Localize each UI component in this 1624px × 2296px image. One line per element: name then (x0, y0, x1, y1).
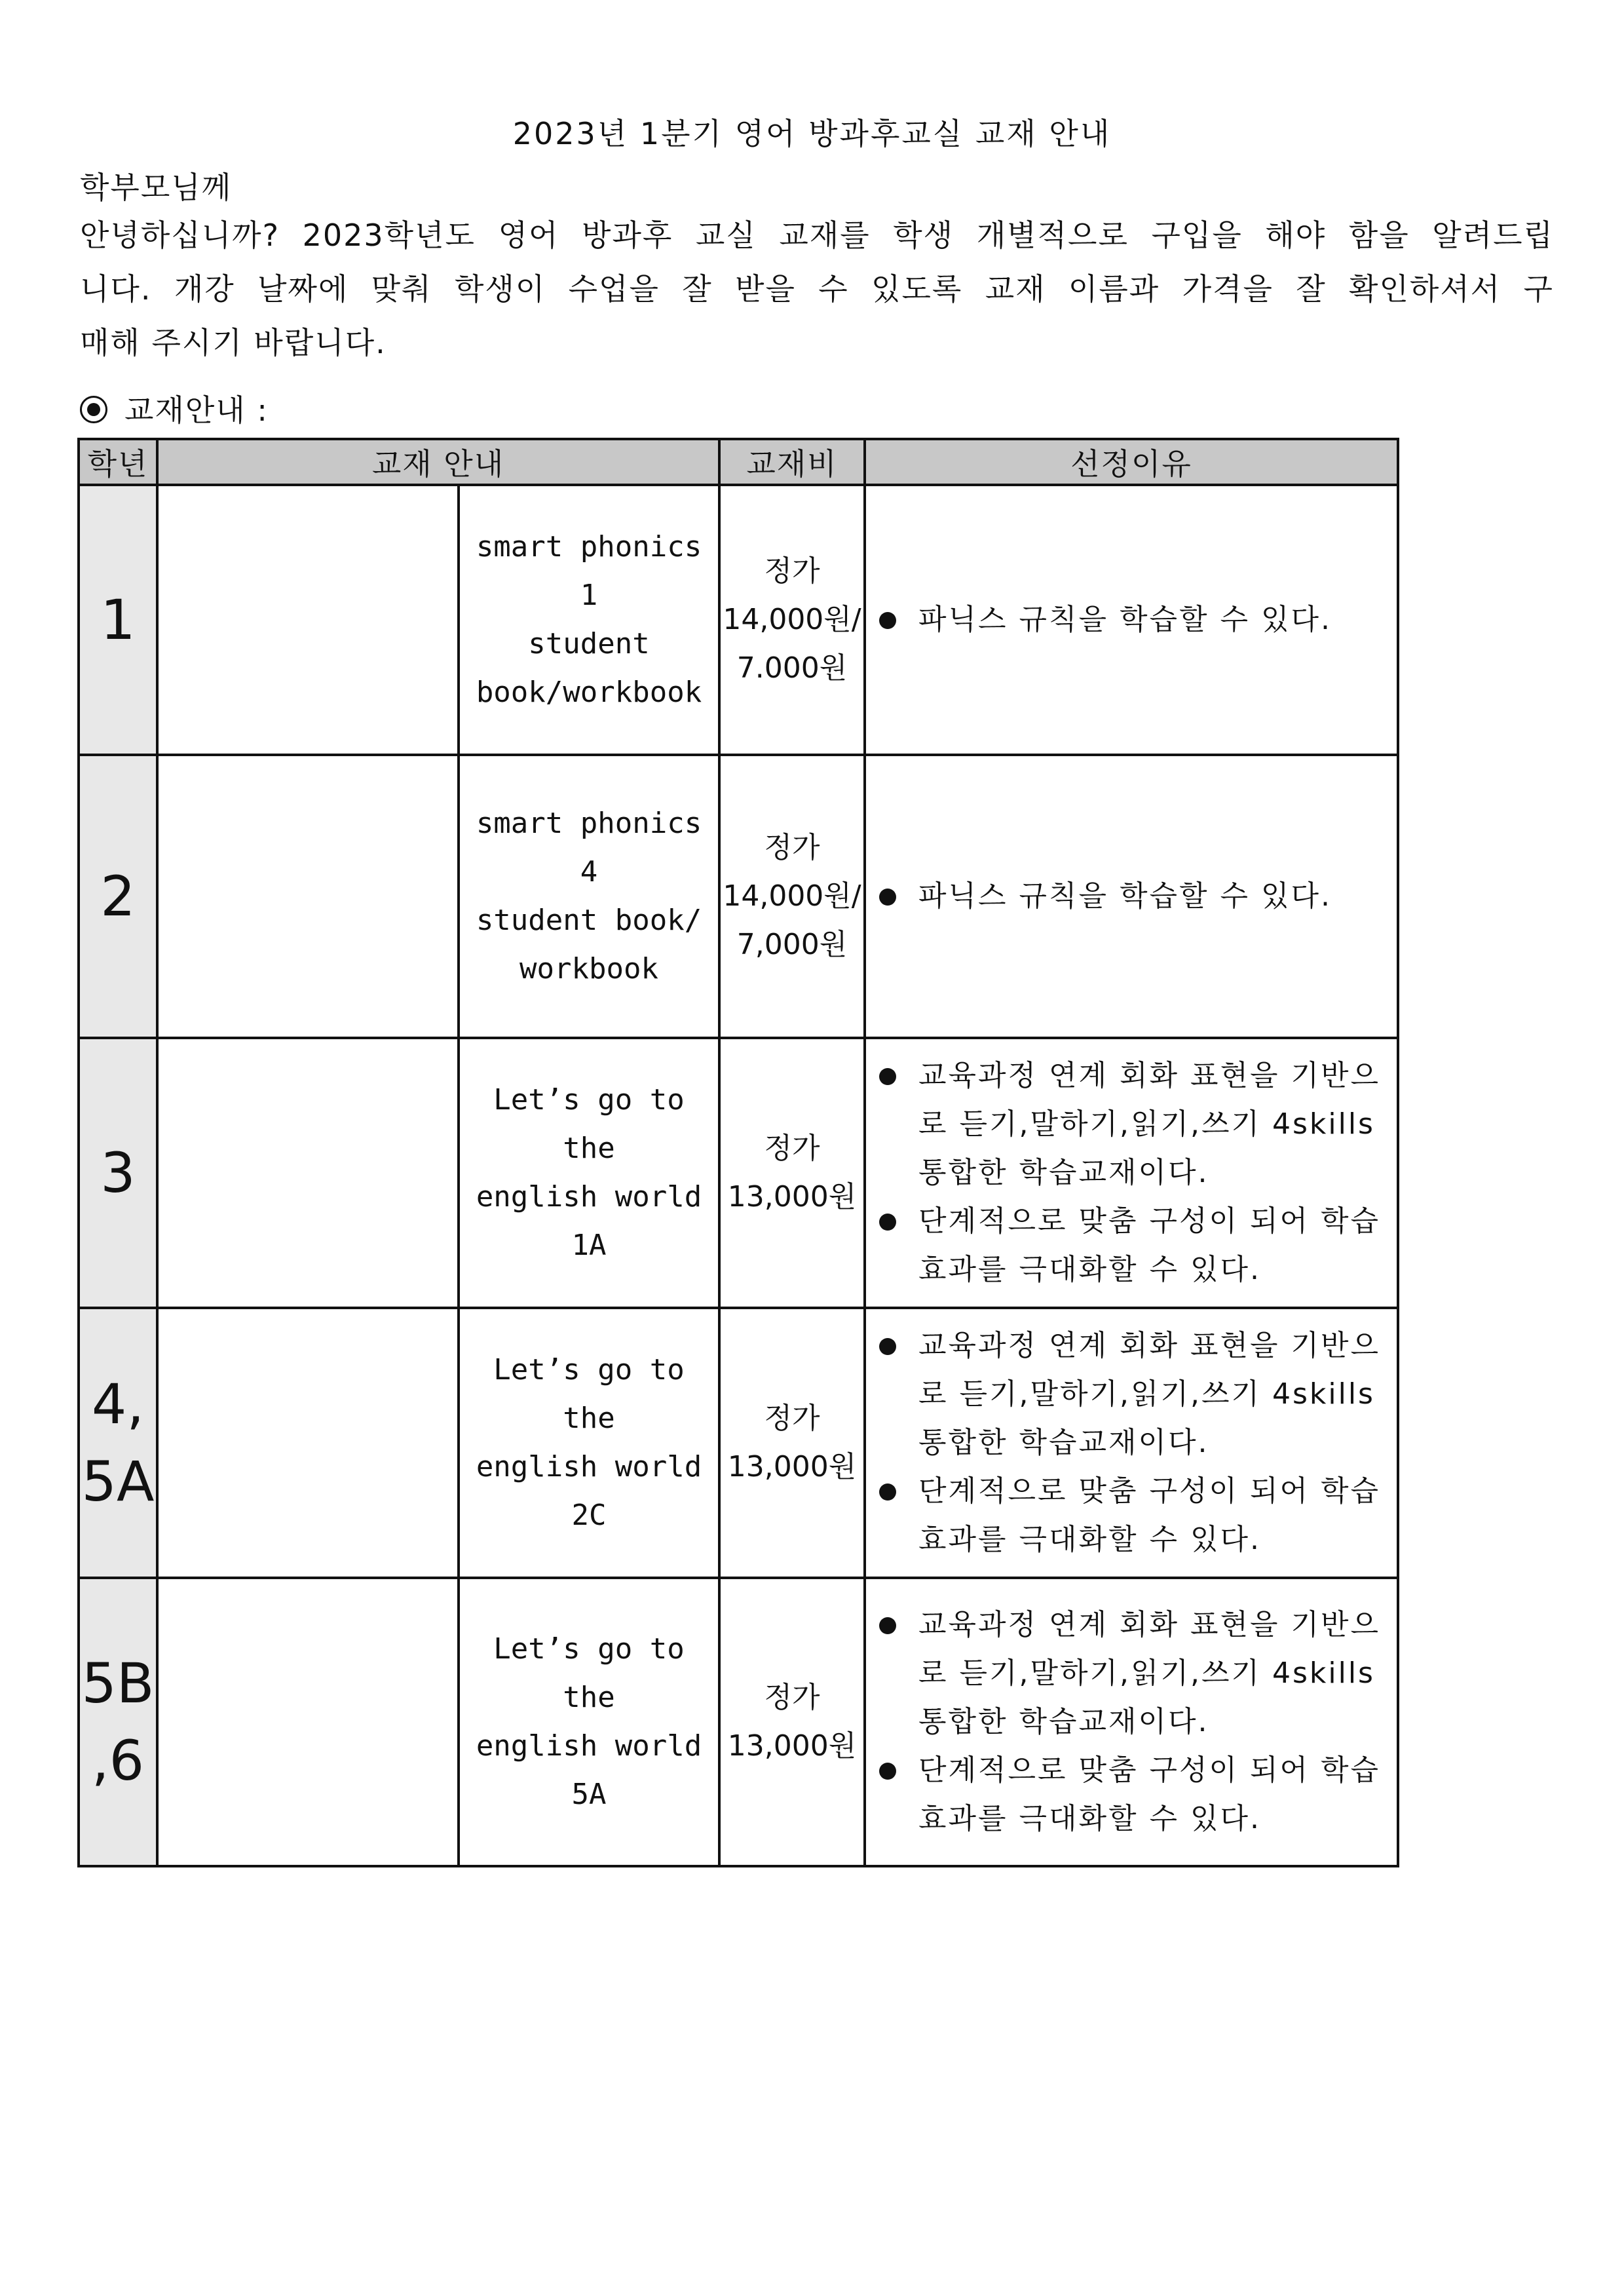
book-name-cell (459, 485, 719, 755)
grade-text: 1 (100, 588, 136, 652)
reason-item: 단계적으로 맞춤 구성이 되어 학습효과를 극대화할 수 있다. (873, 1467, 1390, 1564)
reason-item: 교육과정 연계 회화 표현을 기반으로 듣기,말하기,읽기,쓰기 4skills 통합한 학습교재이다. (873, 1322, 1390, 1467)
table-row (79, 1038, 1398, 1308)
intro-line: 안녕하십니까? 2023학년도 영어 방과후 교실 교재를 학생 개별적으로 구입을 해야 함을 알려드립 (80, 218, 1554, 253)
section-label-text: 교재안내 : (124, 392, 269, 428)
grade-text: 3 (100, 1141, 136, 1205)
book-name-line: book/workbook (476, 676, 702, 709)
grade-text: 5A (81, 1449, 155, 1514)
reason-item: 파닉스 규칙을 학습할 수 있다. (873, 872, 1390, 921)
reason-item: 파닉스 규칙을 학습할 수 있다. (873, 596, 1390, 644)
reason-cell (865, 1578, 1398, 1866)
price-line: 14,000원/ (723, 879, 861, 913)
price-line: 13,000원 (727, 1450, 857, 1483)
book-name-line: student (528, 627, 650, 660)
book-name-line: smart phonics 4 (476, 807, 702, 889)
radio-bullet-icon (80, 396, 107, 423)
cover-cell (157, 755, 459, 1038)
reason-list (866, 1052, 1397, 1294)
book-name-cell (459, 1038, 719, 1308)
price-line: 7.000원 (736, 651, 848, 685)
grade-cell (79, 1308, 157, 1578)
reason-list (866, 872, 1397, 921)
reason-list (866, 1601, 1397, 1843)
greeting: 학부모님께 (80, 170, 233, 205)
price-line: 정가 (764, 1132, 820, 1165)
book-name-line: smart phonics 1 (476, 530, 702, 612)
book-name-line: english world 5A (476, 1729, 702, 1811)
book-name-line: english world 1A (476, 1180, 702, 1262)
book-name-line: Let’s go to the (493, 1083, 685, 1165)
intro-line: 매해 주시기 바랍니다. (80, 325, 387, 360)
book-name-cell (459, 1578, 719, 1866)
table-row (79, 485, 1398, 755)
header-price: 교재비 (719, 439, 865, 485)
price-line: 정가 (764, 1402, 820, 1435)
price-line: 정가 (764, 831, 820, 864)
price-cell (719, 1578, 865, 1866)
book-name-line: english world 2C (476, 1450, 702, 1532)
price-line: 13,000원 (727, 1180, 857, 1214)
price-line: 14,000원/ (723, 603, 861, 636)
cover-cell (157, 485, 459, 755)
reason-cell (865, 755, 1398, 1038)
cover-cell (157, 1578, 459, 1866)
reason-cell (865, 485, 1398, 755)
table-row (79, 1578, 1398, 1866)
price-line: 정가 (764, 554, 820, 588)
book-name-cell (459, 755, 719, 1038)
price-line: 7,000원 (736, 928, 848, 961)
reason-list (866, 1322, 1397, 1564)
grade-text: 4, (91, 1372, 145, 1436)
price-cell (719, 1308, 865, 1578)
document-title: 2023년 1분기 영어 방과후교실 교재 안내 (512, 116, 1112, 151)
grade-cell (79, 1038, 157, 1308)
intro-paragraph (80, 208, 1554, 370)
reason-cell (865, 1038, 1398, 1308)
reason-item: 단계적으로 맞춤 구성이 되어 학습효과를 극대화할 수 있다. (873, 1746, 1390, 1843)
table-header-row (79, 439, 1398, 485)
header-reason: 선정이유 (865, 439, 1398, 485)
price-cell (719, 755, 865, 1038)
grade-cell (79, 485, 157, 755)
book-name-line: workbook (519, 952, 658, 985)
reason-item: 교육과정 연계 회화 표현을 기반으로 듣기,말하기,읽기,쓰기 4skills 통합한 학습교재이다. (873, 1601, 1390, 1746)
grade-text: 2 (100, 864, 136, 928)
reason-item: 단계적으로 맞춤 구성이 되어 학습효과를 극대화할 수 있다. (873, 1197, 1390, 1294)
price-cell (719, 1038, 865, 1308)
header-grade: 학년 (79, 439, 157, 485)
table-row (79, 1308, 1398, 1578)
grade-text: 5B (81, 1651, 155, 1715)
intro-line: 니다. 개강 날짜에 맞춰 학생이 수업을 잘 받을 수 있도록 교재 이름과 가격을 잘 확인하셔서 구 (80, 271, 1554, 307)
price-line: 정가 (764, 1681, 820, 1714)
cover-cell (157, 1308, 459, 1578)
grade-text: ,6 (91, 1729, 145, 1793)
price-cell (719, 485, 865, 755)
header-book-info: 교재 안내 (157, 439, 719, 485)
reason-item: 교육과정 연계 회화 표현을 기반으로 듣기,말하기,읽기,쓰기 4skills 통합한 학습교재이다. (873, 1052, 1390, 1197)
book-name-line: Let’s go to the (493, 1353, 685, 1435)
book-name-cell (459, 1308, 719, 1578)
section-label (80, 387, 269, 430)
grade-cell (79, 755, 157, 1038)
cover-cell (157, 1038, 459, 1308)
price-line: 13,000원 (727, 1729, 857, 1763)
reason-cell (865, 1308, 1398, 1578)
table-row (79, 755, 1398, 1038)
book-name-line: student book/ (476, 904, 702, 937)
reason-list (866, 596, 1397, 644)
book-name-line: Let’s go to the (493, 1632, 685, 1714)
textbook-table (77, 438, 1399, 1867)
grade-cell (79, 1578, 157, 1866)
